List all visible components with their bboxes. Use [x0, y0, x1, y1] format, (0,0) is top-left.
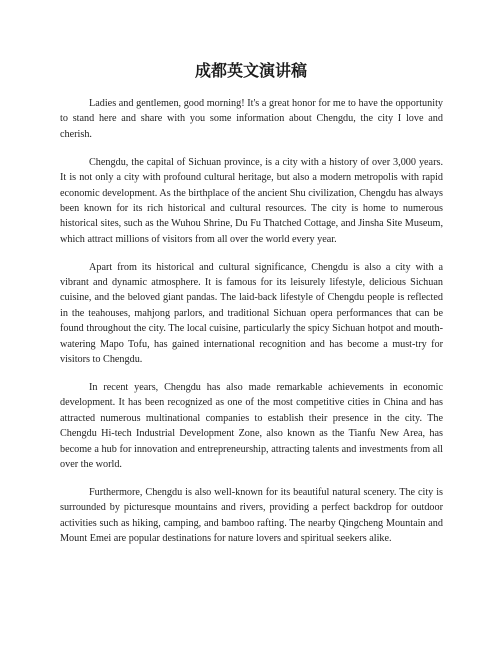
paragraph-nature: Furthermore, Chengdu is also well-known for its beautiful natural scenery. The city is surrounded by picturesque mountains and rivers, providing a perfect backdrop for outdoor activities such as hiking, camping, and bamboo rafting. The nearby Qingcheng Mountain and Mount Emei are popular destinations for nature lovers and spiritual seekers alike. [60, 486, 443, 545]
paragraph-greeting: Ladies and gentlemen, good morning! It's a great honor for me to have the opportunity to stand here and share with you some information about Chengdu, the city I love and cherish. [60, 98, 443, 140]
document-title: 成都英文演讲稿 [194, 61, 307, 80]
paragraph-economy: In recent years, Chengdu has also made remarkable achievements in economic development. It has been recognized as one of the most competitive cities in China and has attracted numerous multinational companies to establish their presence in the city. The Chengdu Hi-tech Industrial Development Zone, also known as the Tianfu New Area, has become a hub for innovation and entrepreneurship, attracting talents and investments from all over the world. [60, 382, 443, 471]
paragraph-history: Chengdu, the capital of Sichuan province, is a city with a history of over 3,000 years. It is not only a city with profound cultural heritage, but also a modern metropolis with rapid economic development. As the birthplace of the ancient Shu civilization, Chengdu has always been known for its rich historical and cultural resources. The city is home to numerous historical sites, such as the Wuhou Shrine, Du Fu Thatched Cottage, and Jinsha Site Museum, which attract millions of visitors from all over the world every year. [60, 156, 443, 245]
document-body [60, 96, 443, 559]
paragraph-lifestyle: Apart from its historical and cultural significance, Chengdu is also a city with a vibrant and dynamic atmosphere. It is famous for its leisurely lifestyle, delicious Sichuan cuisine, and the beloved giant pandas. The laid-back lifestyle of Chengdu people is reflected in the teahouses, mahjong parlors, and traditional Sichuan opera performances that can be found throughout the city. The local cuisine, particularly the spicy Sichuan hotpot and mouth-watering Mapo Tofu, has gained international recognition and has become a must-try for visitors to Chengdu. [60, 261, 443, 366]
